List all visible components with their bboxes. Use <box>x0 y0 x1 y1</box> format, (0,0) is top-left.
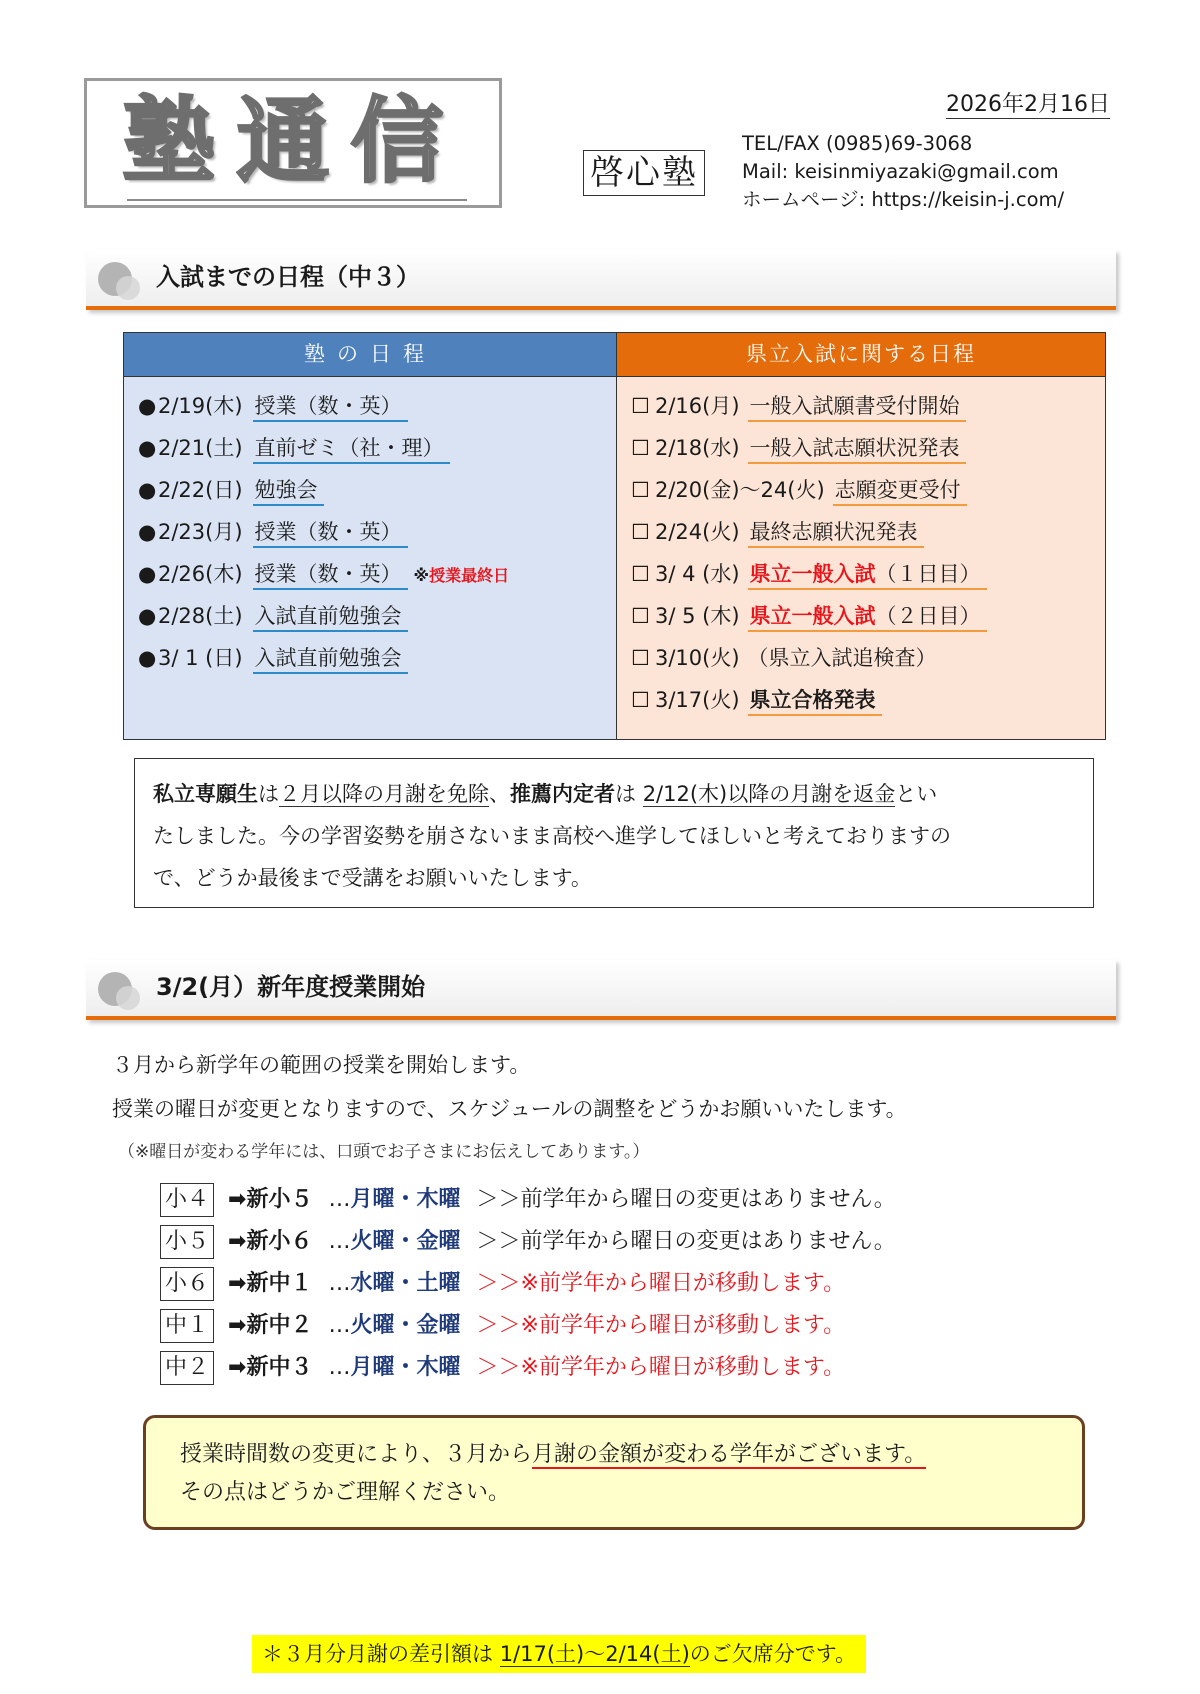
schedule-date: 2/24(火) <box>655 520 740 544</box>
schedule-event: 入試直前勉強会 <box>253 604 408 632</box>
schedule-date: 2/20(金)～24(火) <box>655 478 825 502</box>
schedule-date: 2/23(月) <box>158 520 243 544</box>
class-days: 月曜・木曜 <box>350 1355 461 1380</box>
section-title: 入試までの日程（中３） <box>156 263 420 291</box>
grade-row <box>160 1222 896 1262</box>
exam-schedule-row <box>617 595 1105 637</box>
deduction-note <box>252 1635 866 1673</box>
tuition-refund-text: 2/12(木)以降の月謝を返金 <box>642 782 896 806</box>
column-header-juku: 塾の日程 <box>124 333 616 377</box>
issue-date: 2026年2月16日 <box>946 92 1110 117</box>
schedule-event: 一般入試志願状況発表 <box>748 436 966 464</box>
private-applicant-label: 私立専願生 <box>153 782 258 806</box>
checkbox-icon: ☐ <box>631 604 650 628</box>
section-title: 3/2(月）新年度授業開始 <box>156 973 426 1001</box>
grade-row <box>160 1180 896 1220</box>
current-grade-box: 小６ <box>160 1267 214 1301</box>
new-grade-label: 新中１ <box>246 1271 313 1296</box>
schedule-date: 3/17(火) <box>655 688 740 712</box>
schedule-date: 3/ 5 (木) <box>655 604 740 628</box>
checkbox-icon: ☐ <box>631 520 650 544</box>
ellipsis: … <box>328 1271 351 1296</box>
notice-line-3: で、どうか最後まで受講をお願いいたします。 <box>153 866 592 890</box>
current-grade-box: 中１ <box>160 1309 214 1343</box>
schedule-event: （県立入試追検査） <box>747 646 937 670</box>
exam-schedule-row <box>617 553 1105 595</box>
exam-day-number: （２日目） <box>875 604 981 628</box>
juku-schedule-row <box>124 385 616 427</box>
new-grade-label: 新中３ <box>246 1355 313 1380</box>
grade-row <box>160 1264 845 1304</box>
intro-line-2: 授業の曜日が変更となりますので、スケジュールの調整をどうかお願いいたします。 <box>112 1097 907 1121</box>
exam-schedule-column <box>617 333 1105 739</box>
change-message: ＞＞前学年から曜日の変更はありません。 <box>476 1187 896 1212</box>
juku-schedule-row <box>124 553 616 595</box>
contact-tel: TEL/FAX (0985)69-3068 <box>742 132 973 155</box>
new-grade-label: 新中２ <box>246 1313 313 1338</box>
notice-text: は <box>615 782 643 806</box>
masthead-box <box>84 78 502 208</box>
schedule-event: 志願変更受付 <box>833 478 967 506</box>
right-arrow-icon: ➡ <box>228 1229 247 1254</box>
bullet-icon: ● <box>138 436 157 460</box>
exam-day-label: 県立一般入試 <box>749 562 876 586</box>
heading-circle-icon <box>116 276 140 300</box>
juku-schedule-row <box>124 637 616 679</box>
exam-schedule-row <box>617 679 1105 721</box>
absence-period: 1/17(土)～2/14(土) <box>499 1642 690 1666</box>
juku-schedule-list <box>124 377 616 679</box>
contact-block <box>742 130 1064 214</box>
class-days: 火曜・金曜 <box>350 1313 461 1338</box>
class-days: 火曜・金曜 <box>350 1229 461 1254</box>
class-days: 月曜・木曜 <box>350 1187 461 1212</box>
current-grade-box: 中２ <box>160 1351 214 1385</box>
checkbox-icon: ☐ <box>631 646 650 670</box>
checkbox-icon: ☐ <box>631 688 650 712</box>
notice-text: は <box>258 782 279 806</box>
checkbox-icon: ☐ <box>631 562 650 586</box>
change-message: ＞＞前学年から曜日の変更はありません。 <box>476 1229 896 1254</box>
fee-line-2: その点はどうかご理解ください。 <box>180 1480 511 1505</box>
checkbox-icon: ☐ <box>631 478 650 502</box>
contact-web: ホームページ: https://keisin-j.com/ <box>742 188 1065 211</box>
ellipsis: … <box>328 1187 351 1212</box>
bullet-icon: ● <box>138 520 157 544</box>
tuition-refund-notice <box>134 758 1094 908</box>
bullet-icon: ● <box>138 646 157 670</box>
right-arrow-icon: ➡ <box>228 1187 247 1212</box>
recommended-applicant-label: 推薦内定者 <box>510 782 615 806</box>
new-grade-label: 新小６ <box>246 1229 313 1254</box>
schedule-event: 授業（数・英） <box>253 520 408 548</box>
footer-text: ＊３月分月謝の差引額は <box>262 1642 500 1666</box>
current-grade-box: 小４ <box>160 1183 214 1217</box>
new-grade-label: 新小５ <box>246 1187 313 1212</box>
bullet-icon: ● <box>138 394 157 418</box>
ellipsis: … <box>328 1229 351 1254</box>
exam-day-label: 県立一般入試 <box>749 604 876 628</box>
fee-text: 授業時間数の変更により、３月から <box>180 1442 533 1467</box>
ellipsis: … <box>328 1313 351 1338</box>
ellipsis: … <box>328 1355 351 1380</box>
checkbox-icon: ☐ <box>631 394 650 418</box>
exam-schedule-row <box>617 511 1105 553</box>
change-message: ＞＞※前学年から曜日が移動します。 <box>476 1313 846 1338</box>
bullet-icon: ● <box>138 478 157 502</box>
note-mark: ※ <box>413 566 430 585</box>
exam-schedule-row <box>617 385 1105 427</box>
grade-row <box>160 1348 845 1388</box>
juku-schedule-column <box>124 333 617 739</box>
notice-text: とい <box>895 782 938 806</box>
section-heading-exam-schedule <box>86 250 1116 310</box>
juku-schedule-row <box>124 511 616 553</box>
current-grade-box: 小５ <box>160 1225 214 1259</box>
juku-schedule-row <box>124 469 616 511</box>
schedule-date: 2/16(月) <box>655 394 740 418</box>
schedule-date: 3/ 1 (日) <box>158 646 243 670</box>
schedule-event: 授業（数・英） <box>253 394 408 422</box>
results-announcement: 県立合格発表 <box>748 688 882 716</box>
heading-circle-icon <box>116 986 140 1010</box>
intro-line-1: ３月から新学年の範囲の授業を開始します。 <box>112 1053 531 1077</box>
schedule-event: 直前ゼミ（社・理） <box>253 436 450 464</box>
schedule-date: 2/26(木) <box>158 562 243 586</box>
grade-row <box>160 1306 845 1346</box>
schedule-event <box>748 562 987 590</box>
notice-line-1 <box>153 773 1075 815</box>
right-arrow-icon: ➡ <box>228 1313 247 1338</box>
right-arrow-icon: ➡ <box>228 1271 247 1296</box>
schedule-event: 授業（数・英） <box>253 562 408 590</box>
fee-change-notice <box>143 1415 1085 1530</box>
exam-schedule-row <box>617 469 1105 511</box>
class-days: 水曜・土曜 <box>350 1271 461 1296</box>
schedule-date: 3/ 4 (水) <box>655 562 740 586</box>
masthead-rule <box>127 199 467 201</box>
exam-day-number: （１日目） <box>875 562 981 586</box>
contact-mail: Mail: keisinmiyazaki@gmail.com <box>742 160 1059 183</box>
schedule-date: 2/19(木) <box>158 394 243 418</box>
bullet-icon: ● <box>138 604 157 628</box>
schedule-date: 2/28(土) <box>158 604 243 628</box>
exam-schedule-row <box>617 427 1105 469</box>
schedule-event: 一般入試願書受付開始 <box>748 394 966 422</box>
tuition-exempt-text: ２月以降の月謝を免除 <box>279 782 489 806</box>
masthead-title: 塾通信 <box>123 88 466 195</box>
juku-schedule-row <box>124 427 616 469</box>
right-arrow-icon: ➡ <box>228 1355 247 1380</box>
schedule-date: 3/10(火) <box>655 646 740 670</box>
juku-schedule-row <box>124 595 616 637</box>
footer-text: のご欠席分です。 <box>689 1642 857 1666</box>
exam-schedule-row <box>617 637 1105 679</box>
notice-text: 、 <box>489 782 510 806</box>
schedule-event: 最終志願状況発表 <box>748 520 924 548</box>
checkbox-icon: ☐ <box>631 436 650 460</box>
schedule-date: 2/22(日) <box>158 478 243 502</box>
schedule-date: 2/21(土) <box>158 436 243 460</box>
schedule-event: 入試直前勉強会 <box>253 646 408 674</box>
schedule-date: 2/18(水) <box>655 436 740 460</box>
schedule-event <box>748 604 987 632</box>
notice-line-2: たしました。今の学習姿勢を崩さないまま高校へ進学してほしいと考えておりますの <box>153 824 951 848</box>
schedule-event: 勉強会 <box>253 478 324 506</box>
section-heading-new-year <box>86 960 1116 1020</box>
column-header-exam: 県立入試に関する日程 <box>617 333 1105 377</box>
intro-note: （※曜日が変わる学年には、口頭でお子さまにお伝えしてあります。） <box>118 1142 650 1162</box>
last-class-note: 授業最終日 <box>429 566 510 585</box>
exam-schedule-list <box>617 377 1105 721</box>
schedule-table <box>123 332 1106 740</box>
change-message: ＞＞※前学年から曜日が移動します。 <box>476 1355 846 1380</box>
fee-line-1 <box>180 1436 1048 1474</box>
fee-change-highlight: 月謝の金額が変わる学年がございます。 <box>532 1442 927 1467</box>
change-message: ＞＞※前学年から曜日が移動します。 <box>476 1271 846 1296</box>
school-name: 啓心塾 <box>583 150 705 196</box>
bullet-icon: ● <box>138 562 157 586</box>
